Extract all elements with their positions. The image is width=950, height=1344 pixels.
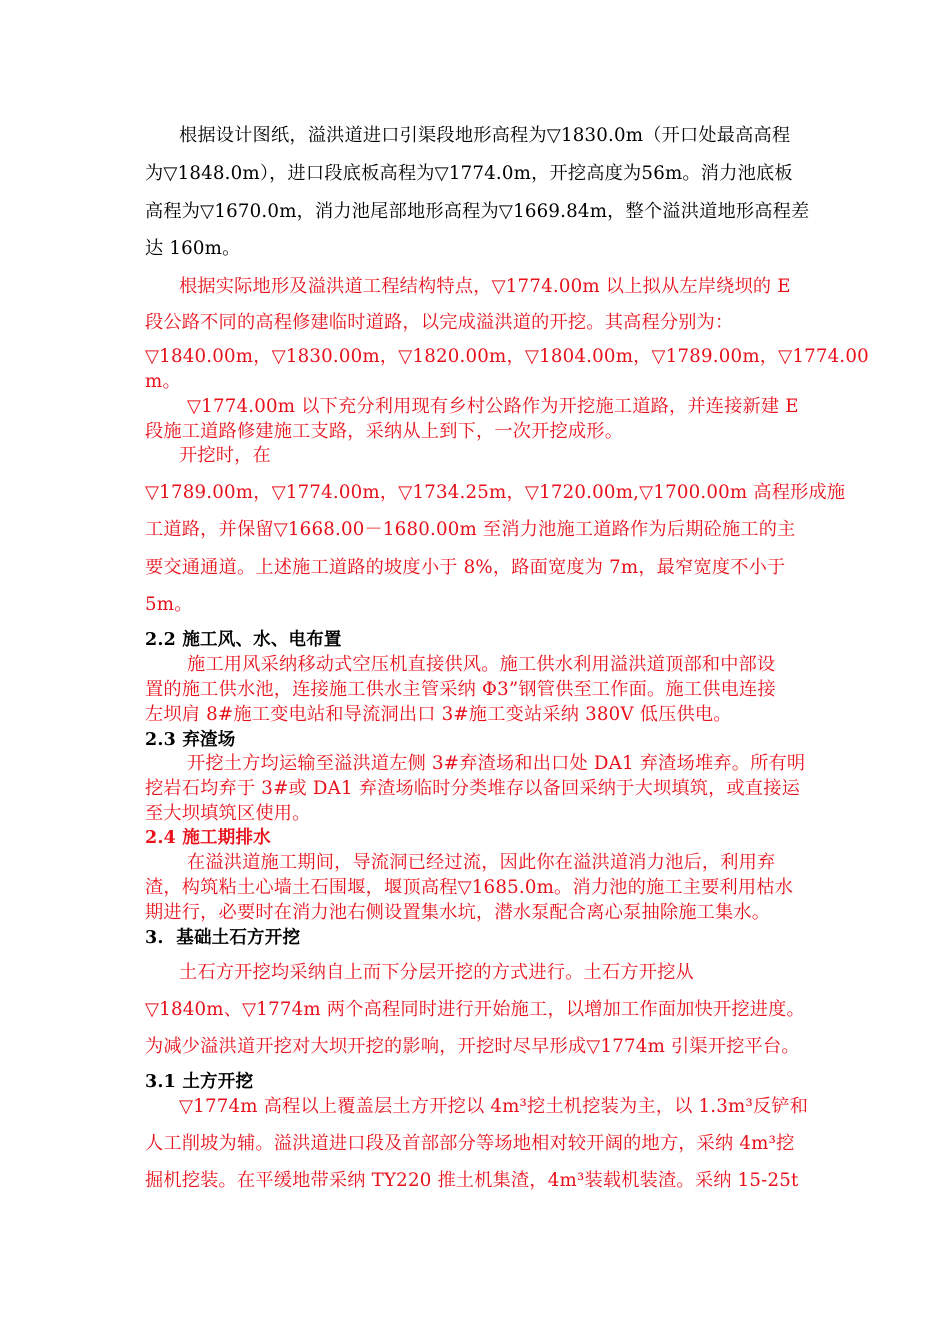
text-line: 土石方开挖均采纳自上而下分层开挖的方式进行。土石方开挖从 <box>179 962 694 983</box>
text-line: 为减少溢洪道开挖对大坝开挖的影响，开挖时尽早形成▽1774m 引渠开挖平台。 <box>145 1036 800 1057</box>
text-line: 开挖土方均运输至溢洪道左侧 3#弃渣场和出口处 DA1 弃渣场堆弃。所有明 <box>187 753 806 774</box>
text-line: 置的施工供水池，连接施工供水主管采纳 Φ3”钢管供至工作面。施工供电连接 <box>145 679 776 700</box>
text-line: 开挖时，在 <box>179 445 271 466</box>
text-line: 要交通通道。上述施工道路的坡度小于 8%，路面宽度为 7m，最窄宽度不小于 <box>145 557 786 578</box>
text-line: 为▽1848.0m），进口段底板高程为▽1774.0m，开挖高度为56m。消力池底板 <box>145 163 793 184</box>
text-line: 5m。 <box>145 594 193 615</box>
text-line: 渣，构筑粘土心墙土石围堰，堰顶高程▽1685.0m。消力池的施工主要利用枯水 <box>145 877 794 898</box>
section-heading: 2.3 弃渣场 <box>145 730 236 750</box>
section-heading: 3. 基础土石方开挖 <box>145 928 301 948</box>
text-line: 段公路不同的高程修建临时道路，以完成溢洪道的开挖。其高程分别为： <box>145 312 734 333</box>
text-line: 期进行，必要时在消力池右侧设置集水坑，潜水泵配合离心泵抽除施工集水。 <box>145 902 771 923</box>
text-line: 高程为▽1670.0m，消力池尾部地形高程为▽1669.84m，整个溢洪道地形高程差 <box>145 201 810 222</box>
text-line: ▽1774m 高程以上覆盖层土方开挖以 4m³挖土机挖装为主，以 1.3m³反铲和 <box>179 1096 809 1117</box>
text-line: 达 160m。 <box>145 238 241 259</box>
text-line: ▽1774.00m 以下充分利用现有乡村公路作为开挖施工道路，并连接新建 E <box>187 396 799 417</box>
text-line: m。 <box>145 371 181 392</box>
text-line: 至大坝填筑区使用。 <box>145 803 311 824</box>
text-line: 根据设计图纸，溢洪道进口引渠段地形高程为▽1830.0m（开口处最高高程 <box>179 125 791 146</box>
text-line: ▽1840.00m，▽1830.00m，▽1820.00m，▽1804.00m，▽1789.00m，▽1774.00 <box>145 346 869 367</box>
text-line: 掘机挖装。在平缓地带采纳 TY220 推土机集渣，4m³装载机装渣。采纳 15-25t <box>145 1170 799 1191</box>
section-heading: 3.1 土方开挖 <box>145 1072 254 1092</box>
text-line: 挖岩石均弃于 3#或 DA1 弃渣场临时分类堆存以备回采纳于大坝填筑，或直接运 <box>145 778 801 799</box>
text-line: 施工用风采纳移动式空压机直接供风。施工供水利用溢洪道顶部和中部设 <box>187 654 776 675</box>
section-heading: 2.2 施工风、水、电布置 <box>145 630 342 650</box>
text-line: 人工削坡为辅。溢洪道进口段及首部部分等场地相对较开阔的地方，采纳 4m³挖 <box>145 1133 795 1154</box>
text-line: 工道路，并保留▽1668.00－1680.00m 至消力池施工道路作为后期砼施工的主 <box>145 519 796 540</box>
text-line: ▽1789.00m，▽1774.00m，▽1734.25m，▽1720.00m,▽1700.00m 高程形成施 <box>145 482 846 503</box>
text-line: 根据实际地形及溢洪道工程结构特点，▽1774.00m 以上拟从左岸绕坝的 E <box>179 276 791 297</box>
section-heading: 2.4 施工期排水 <box>145 828 271 848</box>
text-line: 在溢洪道施工期间，导流洞已经过流，因此你在溢洪道消力池后，利用弃 <box>187 852 776 873</box>
text-line: 左坝肩 8#施工变电站和导流洞出口 3#施工变站采纳 380V 低压供电。 <box>145 704 732 725</box>
text-line: ▽1840m、▽1774m 两个高程同时进行开始施工，以增加工作面加快开挖进度。 <box>145 999 805 1020</box>
text-line: 段施工道路修建施工支路，采纳从上到下，一次开挖成形。 <box>145 421 624 442</box>
